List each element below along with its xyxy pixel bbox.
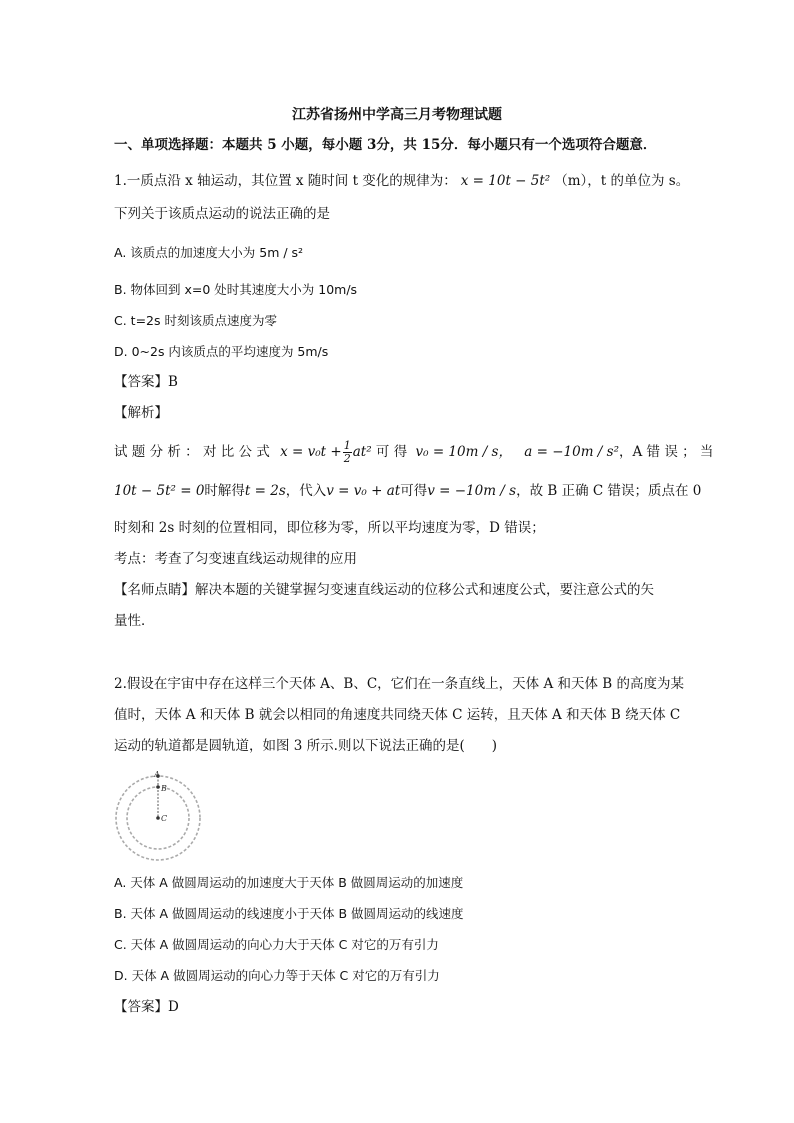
body-b-dot xyxy=(156,785,160,789)
q1-analysis-label: 【解析】 xyxy=(114,405,168,421)
q1-option-c: C. t=2s 时刻该质点速度为零 xyxy=(114,313,277,328)
q1-formula-velocity: v = v₀ + at xyxy=(326,483,401,499)
q2-stem-line2: 值时，天体 A 和天体 B 就会以相同的角速度共同绕天体 C 运转，且天体 A 和天体 B 绕天体 C xyxy=(114,707,681,723)
q1-formula-t: t = 2s xyxy=(244,483,286,499)
q1-answer: 【答案】B xyxy=(114,374,178,390)
q1-stem-pre: 1.一质点沿 x 轴运动，其位置 x 随时间 t 变化的规律为： xyxy=(114,173,457,189)
label-c: C xyxy=(161,814,168,823)
orbit-figure xyxy=(112,769,208,865)
q1-formula-v0: v₀ = 10m / s， xyxy=(415,444,512,460)
q1-analysis-text-b: 可 得 xyxy=(375,444,408,460)
q1-option-d: D. 0~2s 内该质点的平均速度为 5m/s xyxy=(114,344,329,359)
q2-answer: 【答案】D xyxy=(114,999,179,1015)
label-a: A xyxy=(154,770,160,779)
q1-stem-line1 xyxy=(114,172,689,190)
q1-formula-a: a = −10m / s² xyxy=(524,444,619,460)
q1-analysis-line2: 10t − 5t² = 0时解得t = 2s，代入v = v₀ + at可得v = −10m / s，故 B 正确 C 错误；质点在 0 xyxy=(114,483,702,499)
q2-stem-line1: 2.假设在宇宙中存在这样三个天体 A、B、C，它们在一条直线上，天体 A 和天体 B 的高度为某 xyxy=(114,676,685,692)
q1-stem-line2: 下列关于该质点运动的说法正确的是 xyxy=(114,206,330,222)
q1-analysis-text-c: ，A 错 误 ； 当 xyxy=(619,444,714,460)
q2-option-c: C. 天体 A 做圆周运动的向心力大于天体 C 对它的万有引力 xyxy=(114,937,439,952)
q2-option-d: D. 天体 A 做圆周运动的向心力等于天体 C 对它的万有引力 xyxy=(114,968,440,983)
q1-analysis-line3: 时刻和 2s 时刻的位置相同，即位移为零，所以平均速度为零，D 错误； xyxy=(114,520,545,536)
q1-position-formula: x = 10t − 5t² xyxy=(460,173,551,189)
q1-formula-zero: 10t − 5t² = 0 xyxy=(114,483,205,499)
label-b: B xyxy=(161,784,167,793)
q1-kaodian: 考点：考查了匀变速直线运动规律的应用 xyxy=(114,551,357,567)
q2-option-b: B. 天体 A 做圆周运动的线速度小于天体 B 做圆周运动的线速度 xyxy=(114,906,464,921)
q1-mingshi-line2: 量性． xyxy=(114,613,155,629)
q1-option-b: B. 物体回到 x=0 处时其速度大小为 10m/s xyxy=(114,282,358,297)
q1-stem-post: （m），t 的单位为 s。 xyxy=(554,173,690,189)
page-title: 江苏省扬州中学高三月考物理试题 xyxy=(292,107,502,123)
q1-formula-displacement: x = v₀t + $\frac{1}{2}$ at² xyxy=(280,439,372,465)
q2-stem-line3: 运动的轨道都是圆轨道，如图 3 所示.则以下说法正确的是( ) xyxy=(114,738,497,754)
q1-formula-v-result: v = −10m / s xyxy=(427,483,517,499)
q2-option-a: A. 天体 A 做圆周运动的加速度大于天体 B 做圆周运动的加速度 xyxy=(114,875,464,890)
q1-analysis-text-a: 试 题 分 析 ： 对 比 公 式 xyxy=(114,444,270,460)
body-c-dot xyxy=(156,816,160,820)
q1-mingshi-line1: 【名师点睛】解决本题的关键掌握匀变速直线运动的位移公式和速度公式，要注意公式的矢 xyxy=(114,582,654,598)
q1-half-fraction: $\frac{1}{2}$ xyxy=(343,439,351,465)
q1-analysis-line1 xyxy=(114,440,713,465)
q1-option-a: A. 该质点的加速度大小为 5m / s² xyxy=(114,245,304,260)
section-heading: 一、单项选择题：本题共 5 小题，每小题 3分，共 15分．每小题只有一个选项符合题意． xyxy=(114,137,657,153)
